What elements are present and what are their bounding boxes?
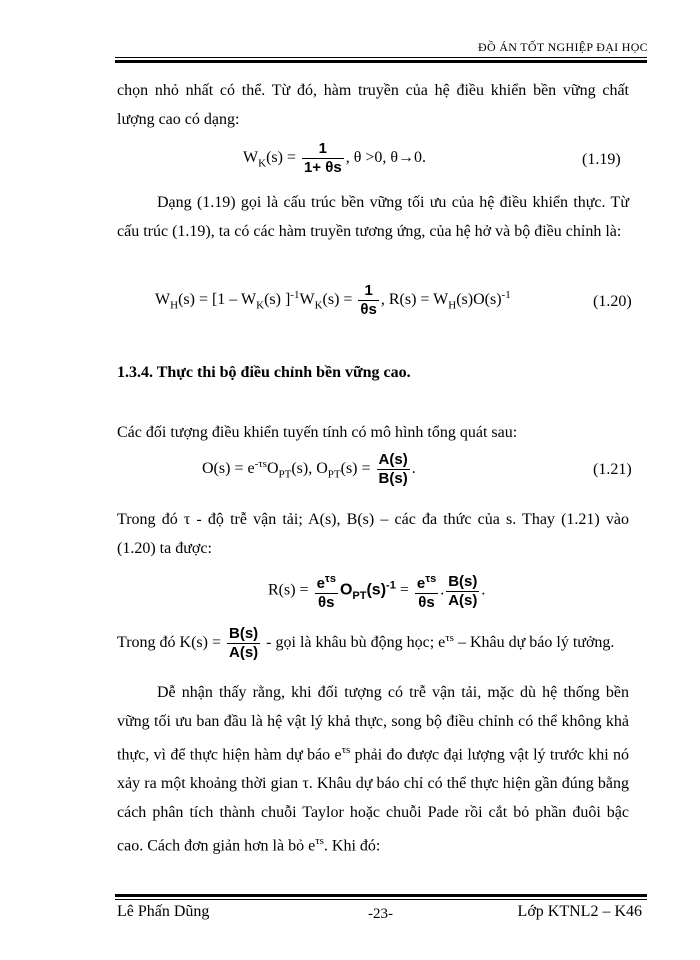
fraction: $\frac{e^{\tau s}}{\theta s}$: [416, 573, 437, 611]
footer-rule-thick: [115, 894, 647, 897]
page-number: -23-: [368, 906, 393, 922]
header-rule-thin: [115, 57, 647, 58]
paragraph-2: Dạng (1.19) gọi là cấu trúc bền vững tối ưu của hệ điều khiển thực. Từ cấu trúc (1.19), ta có các hàm truyền tương ứng, của hệ hở và bộ điều chỉnh là:: [117, 194, 629, 240]
paragraph-5: Trong đó K(s) = $\frac{B(s)}{A(s)}$ - gọi là khâu bù động học; $e^{\tau s}$ – Khâu dự báo lý tưởng.: [117, 625, 615, 661]
paragraph-1: chọn nhỏ nhất có thể. Từ đó, hàm truyền của hệ điều khiển bền vững chất lượng cao có dạng:: [117, 82, 629, 128]
header-title: ĐỒ ÁN TỐT NGHIỆP ĐẠI HỌC: [478, 40, 648, 54]
footer-rule-thin: [115, 899, 647, 900]
footer-class: Lớp KTNL2 – K46: [517, 903, 642, 920]
equation-number-1-20: (1.20): [593, 293, 632, 310]
paragraph-6: Dễ nhận thấy rằng, khi đối tượng có trễ vận tải, mặc dù hệ thống bền vững tối ưu ban đầu là hệ vật lý khả thực, song bộ điều chỉnh có thể không khả thực, vì để thực hiện hàm dự báo $e^{\tau s}$ phải đo được đại lượng vật lý trước khi nó xảy ra một khoảng thời gian τ. Khâu dự báo chỉ có thể thực hiện gần đúng bằng cách phân tích thành chuỗi Taylor hoặc chuỗi Pade rồi cắt bỏ phần đuôi bậc cao. Cách đơn giản hơn là bỏ $e^{\tau s}$. Khi đó:: [117, 684, 630, 855]
equation-regulator: R(s) = $\frac{e^{\tau s}}{\theta s}$ $O_{PT}(s)^{-1}$ = $\frac{e^{\tau s}}{\theta s}$ . $\frac{B(s)}{A(s)}$ .: [268, 570, 485, 612]
fraction: $\frac{e^{\tau s}}{\theta s}$: [316, 573, 336, 611]
equation-1-20: $W_H(s) = [1 - W_K(s) ]^{-1}W_K(s)$ = $\frac{1}{\theta s}$ , $R(s) = W_H(s)O(s)^{-1}$: [155, 282, 511, 318]
equation-number-1-21: (1.21): [593, 461, 632, 478]
section-heading: 1.3.4. Thực thi bộ điều chỉnh bền vững cao.: [117, 364, 411, 381]
fraction: $\frac{1}{1+ \theta s}$: [303, 140, 342, 176]
equation-1-21: $O(s) = e^{-\tau s}O_{PT}(s)$, $O_{PT}(s)$ = $\frac{A(s)}{B(s)}$ .: [202, 451, 416, 487]
footer-author: Lê Phấn Dũng: [117, 903, 210, 920]
header-rule-thick: [115, 60, 647, 63]
fraction: $\frac{1}{\theta s}$: [360, 282, 377, 318]
fraction: $\frac{B(s)}{A(s)}$: [229, 625, 259, 661]
paragraph-4: Trong đó τ - độ trễ vận tải; A(s), B(s) – các đa thức của s. Thay (1.21) vào (1.20) ta được:: [117, 511, 629, 557]
fraction: $\frac{B(s)}{A(s)}$: [448, 572, 478, 609]
paragraph-3: Các đối tượng điều khiển tuyến tính có mô hình tổng quát sau:: [117, 424, 518, 441]
equation-number-1-19: (1.19): [582, 151, 621, 168]
fraction: $\frac{A(s)}{B(s)}$: [378, 451, 408, 487]
equation-1-19: $W_K(s)$ = $\frac{1}{1+ \theta s}$ , θ >0, θ→0.: [243, 140, 427, 176]
